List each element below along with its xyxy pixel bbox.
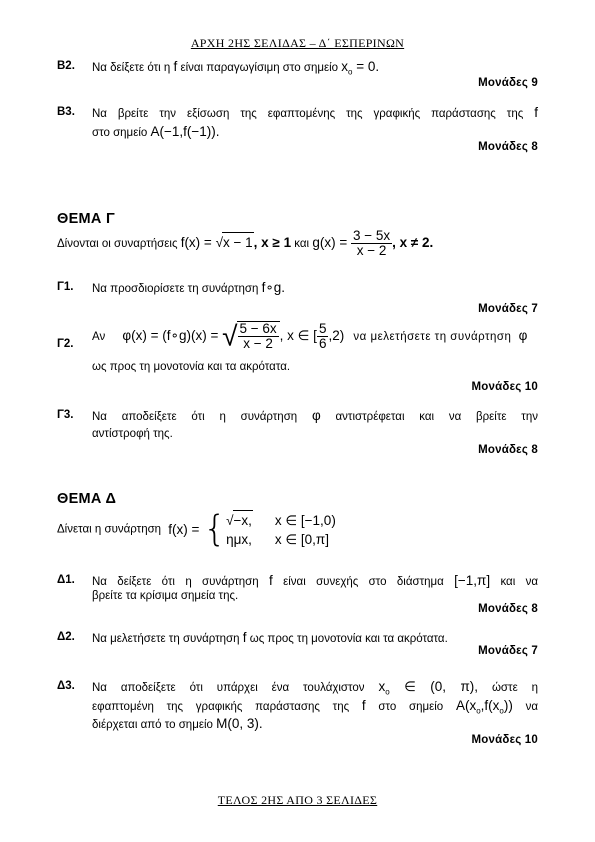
d1-text-a: Να δείξετε ότι η συνάρτηση [92, 576, 259, 588]
marks-b3: Μονάδες 8 [478, 141, 538, 153]
d1-interval: [−1,π] [454, 573, 491, 588]
question-g2-line2: ως προς τη μονοτονία και τα ακρότατα. [92, 361, 291, 373]
b2-text-b: είναι παραγωγίσιμη στο σημείο [180, 62, 339, 74]
g1-text: Να προσδιορίσετε τη συνάρτηση [92, 283, 259, 295]
d3-line3-a: διέρχεται από το σημείο [92, 719, 213, 731]
d1-f-symbol: f [269, 573, 273, 588]
g3-text-a: Να αποδείξετε ότι η συνάρτηση [92, 411, 298, 423]
g2-if: Αν [92, 330, 106, 343]
question-label-b2: Β2. [57, 60, 75, 72]
question-d1-line2: βρείτε τα κρίσιμα σημεία της. [92, 590, 239, 602]
page-header [0, 36, 595, 51]
d3-point-m: M(0, 3). [216, 716, 263, 731]
piecewise-brace: { [203, 508, 227, 550]
d2-text-a: Να μελετήσετε τη συνάρτηση [92, 633, 240, 645]
d3-x0: $x_o$ ∈ (0, π), [378, 679, 479, 697]
g2-text-a: να μελετήσετε τη συνάρτηση [353, 330, 512, 343]
b2-f-symbol: f [173, 59, 178, 74]
d3-line2-b: στο σημείο [378, 701, 444, 713]
question-g3-line2: αντίστροφή της. [92, 428, 173, 440]
g-definition: g(x) = $\frac{3 - 5x}{x - 2}$ , x ≠ 2. [312, 228, 434, 259]
marks-g1: Μονάδες 7 [478, 303, 538, 315]
b2-point: $x_o = 0$. [341, 59, 380, 77]
phi-definition: φ(x) = (f∘g)(x) = √ $\frac{5 - 6x}{x - 2}$ , x ∈ [ $\frac{5}{6}$ ,2) [122, 320, 345, 352]
question-label-d2: Δ2. [57, 631, 75, 643]
theme-g-title: ΘΕΜΑ Γ [57, 211, 116, 227]
page-footer [0, 793, 595, 808]
theme-d-f-def: f(x) = [168, 521, 204, 537]
marks-d2: Μονάδες 7 [478, 645, 538, 657]
d3-line2-a: εφαπτομένη της γραφικής παράστασης της [92, 701, 350, 713]
b2-text-a: Να δείξετε ότι η [92, 62, 171, 74]
g3-phi-symbol: φ [311, 408, 321, 423]
theme-g-intro-text: Δίνονται οι συναρτήσεις [57, 238, 178, 251]
marks-g2: Μονάδες 10 [471, 381, 538, 393]
question-g2-line1 [92, 321, 538, 351]
marks-d3: Μονάδες 10 [471, 734, 538, 746]
d1-text-c: και να [500, 576, 538, 588]
b3-f-symbol: f [534, 105, 538, 120]
question-label-d3: Δ3. [57, 680, 75, 692]
theme-g-and: και [294, 238, 310, 251]
f-definition: f(x) = √x − 1, x ≥ 1 [181, 235, 291, 250]
question-b2-text [92, 56, 538, 83]
piecewise-cases: √−x, x ∈ [−1,0) ημx, x ∈ [0,π] [226, 510, 342, 549]
b3-line2: στο σημείο [92, 127, 148, 139]
theme-d-intro-text: Δίνεται η συνάρτηση [57, 523, 162, 536]
question-b3-line2 [92, 121, 538, 144]
question-g1-text [92, 277, 538, 300]
question-d2-text [92, 627, 538, 650]
marks-b2: Μονάδες 9 [478, 77, 538, 89]
question-label-d1: Δ1. [57, 574, 75, 586]
d3-text-b: ώστε η [491, 682, 538, 694]
theme-g-intro [57, 229, 433, 258]
g2-phi-symbol: φ [518, 327, 528, 343]
question-label-g2: Γ2. [57, 338, 74, 350]
g1-expr: f∘g. [261, 280, 286, 295]
footer-text: ΤΕΛΟΣ 2ΗΣ ΑΠΟ 3 ΣΕΛΙΔΕΣ [217, 793, 378, 807]
d2-f-symbol: f [242, 630, 247, 645]
d3-text-a: Να αποδείξετε ότι υπάρχει ένα τουλάχιστον [92, 682, 365, 694]
question-label-g3: Γ3. [57, 409, 74, 421]
b3-line1: Να βρείτε την εξίσωση της εφαπτομένης της γραφικής παράστασης της [92, 108, 524, 120]
marks-d1: Μονάδες 8 [478, 603, 538, 615]
d3-f-symbol: f [361, 698, 366, 713]
header-text: ΑΡΧΗ 2ΗΣ ΣΕΛΙΔΑΣ – Δ΄ ΕΣΠΕΡΙΝΩΝ [190, 36, 405, 50]
marks-g3: Μονάδες 8 [478, 444, 538, 456]
question-label-g1: Γ1. [57, 281, 74, 293]
g3-text-b: αντιστρέφεται και να βρείτε την [335, 411, 538, 423]
d3-point-a: $A(x_o,f(x_o))$ [455, 698, 513, 716]
theme-d-intro [57, 510, 342, 549]
question-label-b3: Β3. [57, 106, 75, 118]
theme-d-title: ΘΕΜΑ Δ [57, 491, 117, 507]
d3-line2-c: να [525, 701, 538, 713]
b3-point: A(−1,f(−1)). [150, 124, 220, 139]
d1-text-b: είναι συνεχής στο διάστημα [283, 576, 444, 588]
question-d3-line3 [92, 713, 538, 736]
d2-text-b: ως προς τη μονοτονία και τα ακρότατα. [249, 633, 448, 645]
